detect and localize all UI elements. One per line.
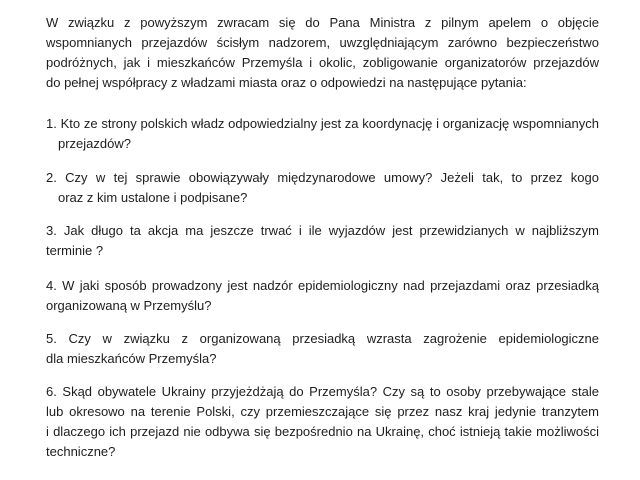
question-6: [46, 382, 599, 462]
question-line: i dlaczego ich przejazd nie odbywa się bezpośrednio na Ukrainę, choć istnieją takie możliwości: [46, 424, 599, 439]
question-line: dla mieszkańców Przemyśla?: [46, 351, 217, 366]
question-1: [46, 114, 599, 154]
question-line: terminie ?: [46, 243, 104, 258]
question-line: 1. Kto ze strony polskich władz odpowiedzialny jest za koordynację i organizację wspomnianych: [46, 116, 599, 131]
question-line: oraz z kim ustalone i podpisane?: [58, 190, 248, 205]
question-5: [46, 329, 599, 369]
question-line: 4. W jaki sposób prowadzony jest nadzór epidemiologiczny nad przejazdami oraz przesiadką: [46, 278, 599, 293]
question-line: techniczne?: [46, 444, 116, 459]
intro-line: do pełnej współpracy z władzami miasta oraz o odpowiedzi na następujące pytania:: [46, 75, 527, 90]
question-line: przejazdów?: [58, 136, 131, 151]
question-line: 5. Czy w związku z organizowaną przesiadką wzrasta zagrożenie epidemiologiczne: [46, 331, 599, 346]
question-line: 6. Skąd obywatele Ukrainy przyjeżdżają do Przemyśla? Czy są to osoby przebywające stale: [46, 384, 599, 399]
intro-paragraph: [46, 13, 599, 93]
intro-line: W związku z powyższym zwracam się do Pana Ministra z pilnym apelem o objęcie: [46, 15, 599, 30]
question-line: organizowaną w Przemyślu?: [46, 298, 212, 313]
question-3: [46, 221, 599, 261]
question-2: [46, 168, 599, 208]
intro-line: podróżnych, jak i mieszkańców Przemyśla i okolic, zobligowanie organizatorów przejazdów: [46, 55, 599, 70]
question-4: [46, 276, 599, 316]
question-line: 2. Czy w tej sprawie obowiązywały międzynarodowe umowy? Jeżeli tak, to przez kogo: [46, 170, 599, 185]
question-line: lub okresowo na terenie Polski, czy przemieszczające się przez nasz kraj jedynie tranzytem: [46, 404, 599, 419]
question-line: 3. Jak długo ta akcja ma jeszcze trwać i ile wyjazdów jest przewidzianych w najbliższym: [46, 223, 599, 238]
intro-line: wspomnianych przejazdów ścisłym nadzorem, uwzględniającym zarówno bezpieczeństwo: [46, 35, 599, 50]
